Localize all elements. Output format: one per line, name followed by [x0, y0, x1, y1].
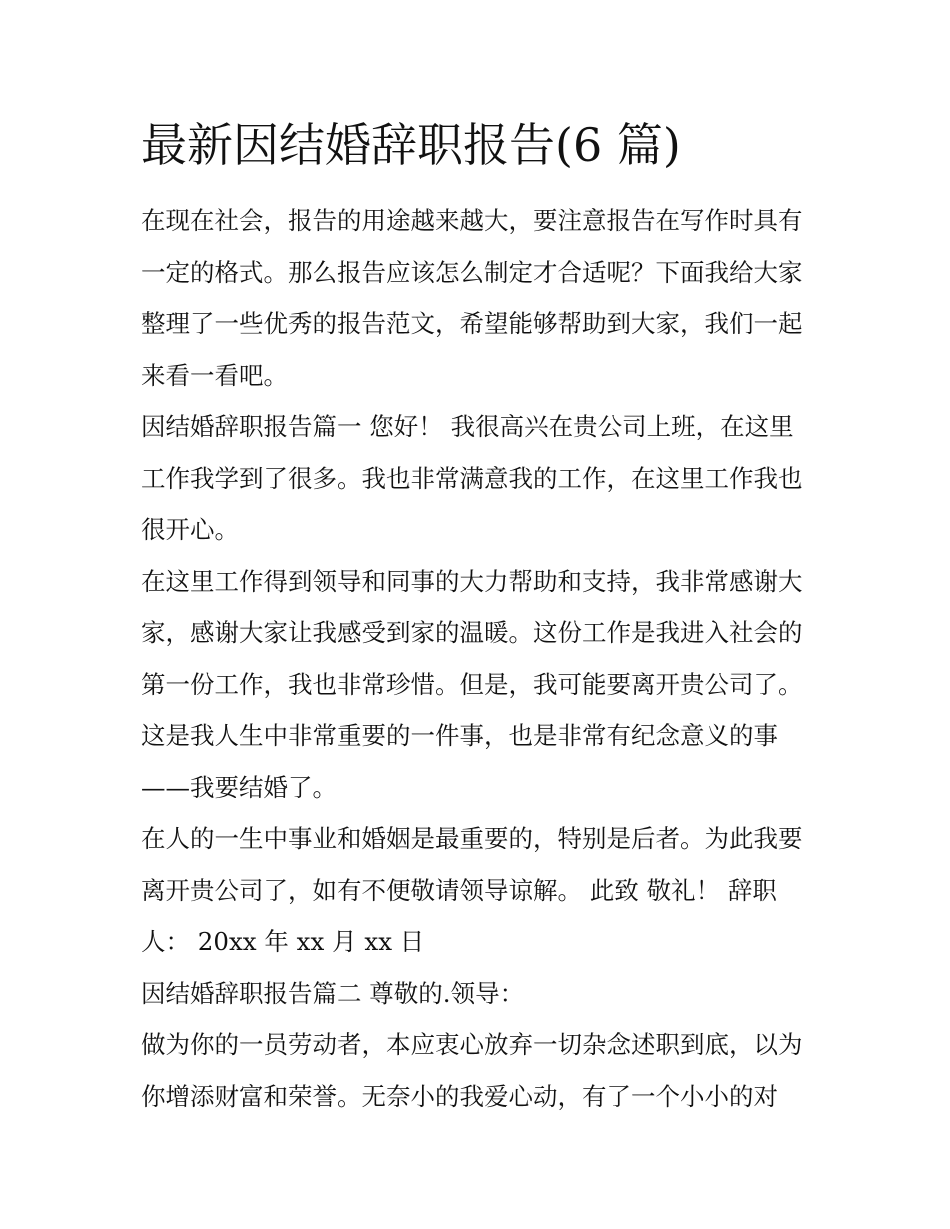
document-body [141, 195, 821, 1122]
body-line: 你增添财富和荣誉。无奈小的我爱心动，有了一个小小的对 [141, 1081, 778, 1111]
body-line: 因结婚辞职报告篇二 尊敬的.领导： [141, 978, 525, 1008]
body-line: 整理了一些优秀的报告范文，希望能够帮助到大家，我们一起 [141, 309, 803, 338]
body-line: 做为你的一员劳动者，本应衷心放弃一切杂念述职到底，以为 [141, 1030, 803, 1059]
body-line: 第一份工作，我也非常珍惜。但是，我可能要离开贵公司了。 [141, 669, 803, 699]
body-line: 家，感谢大家让我感受到家的温暖。这份工作是我进入社会的 [141, 618, 803, 647]
body-line: 离开贵公司了，如有不便敬请领导谅解。 此致 敬礼！ 辞职 [141, 875, 777, 905]
document-title: 最新因结婚辞职报告(6 篇) [141, 118, 681, 172]
body-line: 来看一看吧。 [141, 360, 288, 390]
body-line: 很开心。 [141, 515, 239, 544]
body-line: 在现在社会，报告的用途越来越大，要注意报告在写作时具有 [141, 206, 803, 235]
body-line: 人： 20xx 年 xx 月 xx 日 [141, 927, 425, 956]
body-line: 因结婚辞职报告篇一 您好！ 我很高兴在贵公司上班，在这里 [141, 412, 794, 441]
body-line: 在这里工作得到领导和同事的大力帮助和支持，我非常感谢大 [141, 566, 803, 596]
body-line: ——我要结婚了。 [141, 772, 337, 802]
body-line: 在人的一生中事业和婚姻是最重要的，特别是后者。为此我要 [141, 824, 803, 853]
body-line: 这是我人生中非常重要的一件事，也是非常有纪念意义的事 [141, 721, 778, 750]
body-line: 工作我学到了很多。我也非常满意我的工作，在这里工作我也 [141, 463, 803, 493]
body-line: 一定的格式。那么报告应该怎么制定才合适呢？下面我给大家 [141, 257, 803, 287]
